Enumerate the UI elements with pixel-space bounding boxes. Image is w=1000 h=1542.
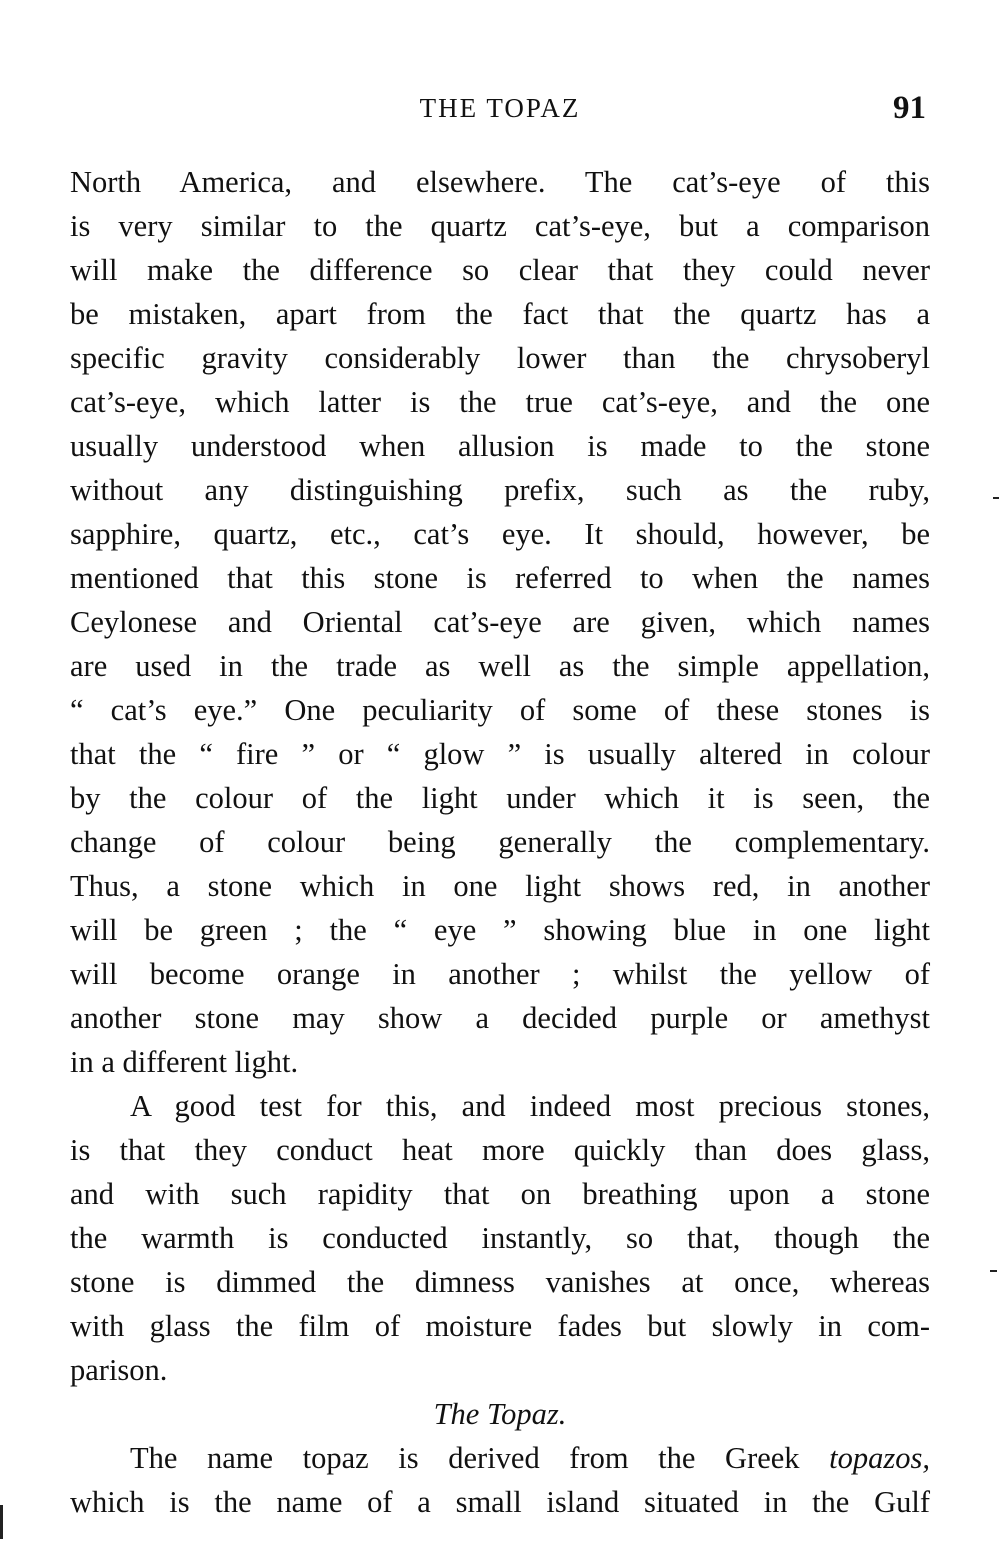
text-line: cat’s-eye, which latter is the true cat’s-eye, and the one: [70, 385, 930, 419]
text-line: stone is dimmed the dimness vanishes at once, whereas: [70, 1265, 930, 1299]
text-line: parison.: [70, 1353, 168, 1387]
running-title: THE TOPAZ: [419, 93, 581, 123]
text-line: will make the difference so clear that they could never: [70, 253, 930, 287]
text-line: North America, and elsewhere. The cat’s-eye of this: [70, 165, 930, 199]
text-fragment: The name topaz is derived from the Greek: [130, 1441, 800, 1475]
body-text: [70, 160, 930, 1524]
text-line: will be green ; the “ eye ” showing blue in one light: [70, 913, 930, 947]
text-line: without any distinguishing prefix, such as the ruby,: [70, 473, 930, 507]
text-line: with glass the film of moisture fades but slowly in com-: [70, 1309, 930, 1343]
greek-term: topazos,: [829, 1441, 931, 1475]
text-line: sapphire, quartz, etc., cat’s eye. It should, however, be: [70, 517, 930, 551]
text-line: by the colour of the light under which it is seen, the: [70, 781, 930, 815]
text-line: the warmth is conducted instantly, so that, though the: [70, 1221, 930, 1255]
text-line: usually understood when allusion is made to the stone: [70, 429, 930, 463]
text-line: are used in the trade as well as the simple appellation,: [70, 649, 930, 683]
text-line: Ceylonese and Oriental cat’s-eye are given, which names: [70, 605, 930, 639]
page-number: 91: [893, 90, 926, 126]
text-line: in a different light.: [70, 1045, 299, 1079]
margin-mark: [990, 1270, 997, 1272]
text-line: is very similar to the quartz cat’s-eye, but a comparison: [70, 209, 930, 243]
section-heading: The Topaz.: [433, 1397, 567, 1431]
text-line: Thus, a stone which in one light shows red, in another: [70, 869, 930, 903]
text-line: and with such rapidity that on breathing upon a stone: [70, 1177, 930, 1211]
text-line: will become orange in another ; whilst the yellow of: [70, 957, 930, 991]
text-line: specific gravity considerably lower than the chrysoberyl: [70, 341, 930, 375]
margin-mark: [0, 1505, 3, 1539]
text-line: another stone may show a decided purple or amethyst: [70, 1001, 930, 1035]
text-line: is that they conduct heat more quickly than does glass,: [70, 1133, 930, 1167]
text-line: be mistaken, apart from the fact that the quartz has a: [70, 297, 930, 331]
text-line: “ cat’s eye.” One peculiarity of some of these stones is: [70, 693, 930, 727]
text-line: that the “ fire ” or “ glow ” is usually altered in colour: [70, 737, 930, 771]
text-line: [70, 1436, 930, 1480]
text-line: which is the name of a small island situated in the Gulf: [70, 1485, 930, 1519]
page-header: [70, 86, 930, 130]
text-line: mentioned that this stone is referred to when the names: [70, 561, 930, 595]
text-line: A good test for this, and indeed most precious stones,: [130, 1089, 930, 1123]
margin-mark: [993, 497, 999, 499]
text-line: change of colour being generally the complementary.: [70, 825, 930, 859]
